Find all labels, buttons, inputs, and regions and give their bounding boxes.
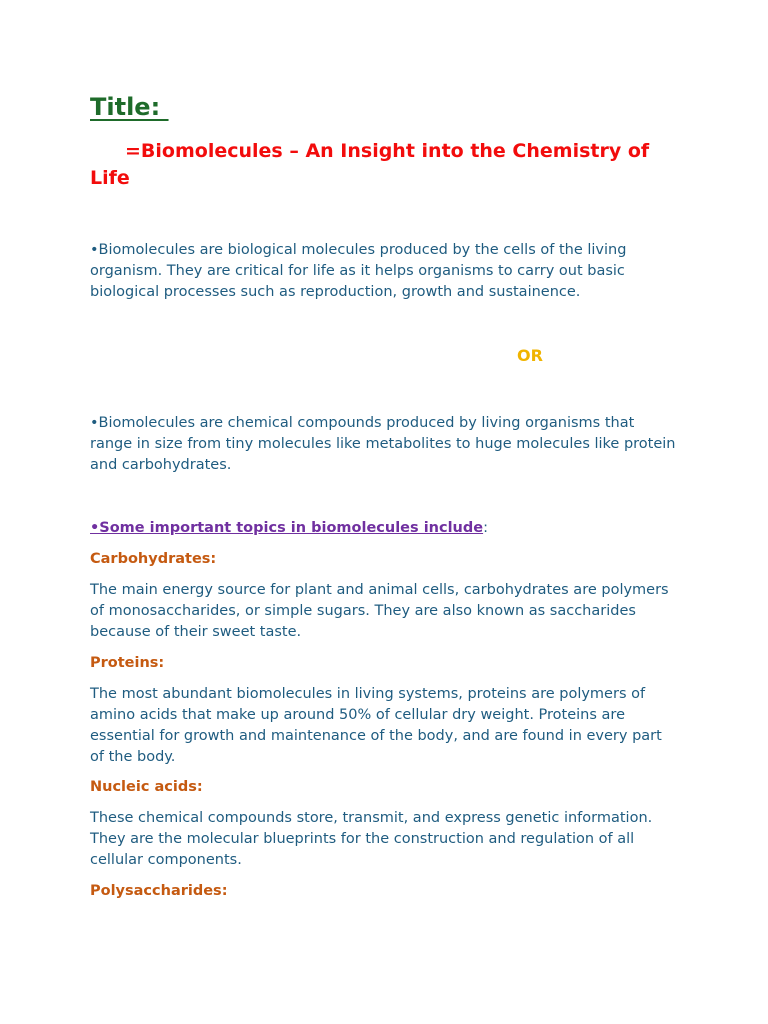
section-heading-proteins: Proteins: bbox=[90, 655, 165, 671]
topics-intro bbox=[90, 518, 680, 539]
definition-paragraph-1: •Biomolecules are biological molecules produced by the cells of the living organism. They are critical for life as it helps organisms to carry out basic biological processes such as reproduction, growth and sustainence. bbox=[90, 242, 627, 300]
subtitle-text: =Biomolecules – An Insight into the Chemistry of Life bbox=[90, 140, 650, 189]
section-heading-nucleic-acids: Nucleic acids: bbox=[90, 779, 203, 795]
topics-colon: : bbox=[483, 520, 488, 536]
document-title: Title: bbox=[90, 93, 169, 121]
topics-heading-link[interactable]: •Some important topics in biomolecules include bbox=[90, 520, 484, 536]
section-heading-carbohydrates: Carbohydrates: bbox=[90, 551, 217, 567]
or-separator: OR bbox=[517, 346, 543, 365]
section-heading-polysaccharides: Polysaccharides: bbox=[90, 883, 228, 899]
section-text-nucleic-acids: These chemical compounds store, transmit, and express genetic information. They are the molecular blueprints for the construction and regulation of all cellular components. bbox=[90, 810, 653, 868]
definition-paragraph-2: •Biomolecules are chemical compounds produced by living organisms that range in size from tiny molecules like metabolites to huge molecules like protein and carbohydrates. bbox=[90, 415, 676, 473]
document-subtitle bbox=[90, 138, 680, 192]
section-text-proteins: The most abundant biomolecules in living systems, proteins are polymers of amino acids that make up around 50% of cellular dry weight. Proteins are essential for growth and maintenance of the body, and are found in every part of the body. bbox=[90, 686, 662, 765]
section-text-carbohydrates: The main energy source for plant and animal cells, carbohydrates are polymers of monosaccharides, or simple sugars. They are also known as saccharides because of their sweet taste. bbox=[90, 582, 669, 640]
